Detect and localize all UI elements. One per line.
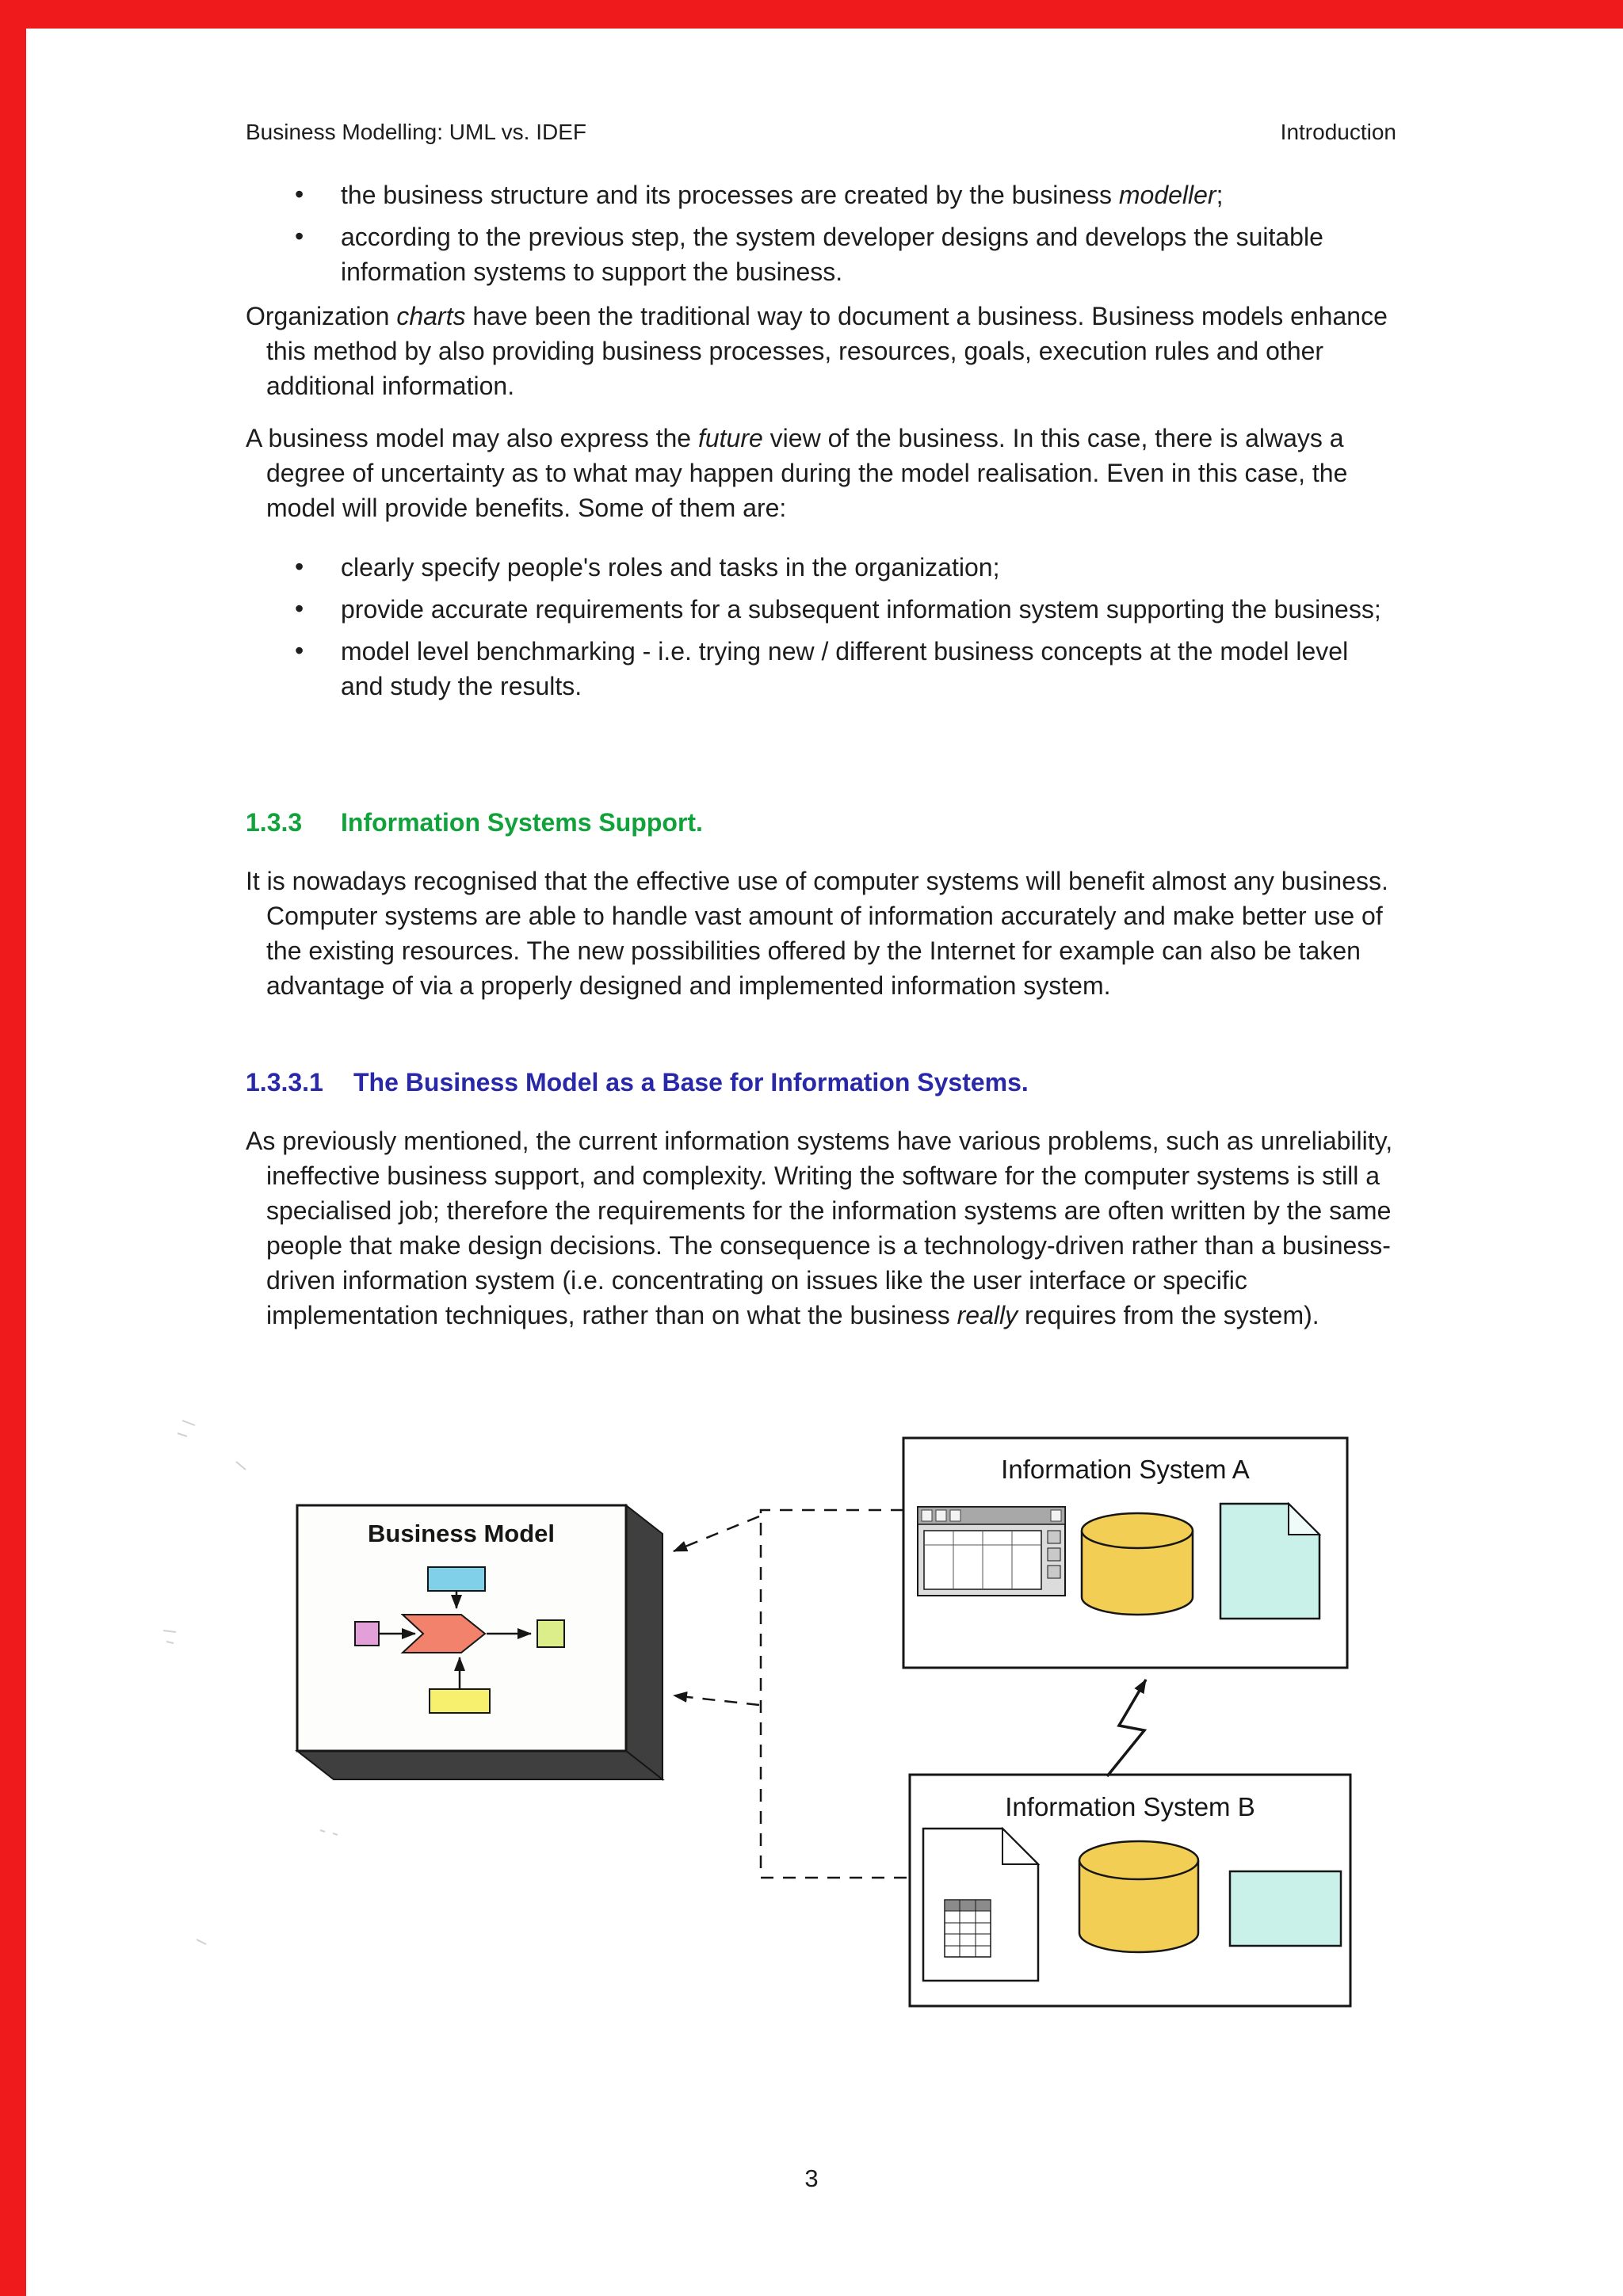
section-heading-1-3-3-1	[246, 1065, 1396, 1100]
business-model-label: Business Model	[368, 1520, 555, 1547]
bullet-icon: •	[295, 636, 304, 665]
information-system-a-box	[903, 1438, 1347, 1668]
list-item	[246, 177, 1396, 212]
application-window-icon	[918, 1507, 1065, 1596]
section-heading-1-3-3	[246, 805, 1396, 840]
intro-bullet-list	[246, 177, 1396, 296]
paragraph-organization-charts	[246, 299, 1396, 403]
running-title: Business Modelling: UML vs. IDEF	[246, 120, 586, 144]
bullet-icon: •	[295, 552, 304, 581]
italic-text-run: future	[697, 424, 763, 452]
paragraph-future-view	[246, 421, 1396, 525]
document-icon	[1220, 1504, 1319, 1619]
zigzag-arrow-icon	[1107, 1680, 1146, 1776]
list-item	[246, 550, 1396, 585]
paragraph-business-model-base	[246, 1123, 1396, 1333]
italic-text-run: modeller	[1118, 181, 1216, 209]
list-item	[246, 592, 1396, 627]
text-run: requires from the system).	[1018, 1301, 1319, 1329]
document-with-table-icon	[923, 1829, 1038, 1981]
text-run: the business structure and its processes are created by the business	[341, 181, 1119, 209]
dashed-arrow-to-box-bottom	[674, 1695, 759, 1705]
section-title: The Business Model as a Base for Information Systems.	[353, 1068, 1029, 1097]
italic-text-run: really	[957, 1301, 1018, 1329]
scan-edge-top-bar	[0, 0, 1623, 29]
dashed-connector-path	[761, 1510, 910, 1878]
bullet-icon: •	[295, 222, 304, 250]
dashed-connectors	[674, 1510, 910, 1878]
information-system-b-box	[910, 1775, 1350, 2006]
process-output-shape	[537, 1620, 564, 1647]
bullet-icon: •	[295, 180, 304, 208]
text-run: according to the previous step, the system developer designs and develops the suitable information systems to support the business.	[341, 223, 1323, 286]
dashed-arrow-to-box-top	[674, 1516, 759, 1551]
figure-business-model-information-systems	[0, 1394, 1623, 2036]
system-a-label: Information System A	[1001, 1455, 1250, 1484]
italic-text-run: charts	[396, 302, 466, 330]
bullet-icon: •	[295, 594, 304, 623]
list-item	[246, 634, 1396, 704]
text-run: ;	[1216, 181, 1224, 209]
box-bottom-face	[297, 1751, 663, 1779]
database-icon	[1079, 1841, 1198, 1952]
text-run: clearly specify people's roles and tasks in the organization;	[341, 553, 1000, 582]
list-item	[246, 219, 1396, 289]
chapter-label: Introduction	[1280, 120, 1396, 144]
text-run: A business model may also express the	[246, 424, 698, 452]
business-model-box	[297, 1505, 663, 1779]
system-b-label: Information System B	[1005, 1792, 1255, 1821]
text-run: model level benchmarking - i.e. trying new / different business concepts at the model level and study the results.	[341, 637, 1349, 700]
benefit-bullet-list	[246, 550, 1396, 711]
text-run: Organization	[246, 302, 397, 330]
component-panel-shape	[1230, 1871, 1341, 1946]
table-grid	[945, 1900, 991, 1957]
page-header	[246, 119, 1396, 146]
database-icon	[1082, 1513, 1193, 1615]
text-run: view of the business. In this case, there is always a degree of uncertainty as to what may happen during the model realisation. Even in this case, the model will provide benefits. Some of them are:	[266, 424, 1348, 522]
process-input-left-shape	[355, 1622, 379, 1646]
section-number: 1.3.3	[246, 808, 303, 837]
section-title: Information Systems Support.	[341, 808, 703, 837]
text-run: provide accurate requirements for a subsequent information system supporting the business;	[341, 595, 1381, 624]
section-number: 1.3.3.1	[246, 1068, 323, 1097]
text-run: As previously mentioned, the current information systems have various problems, such as unreliability, ineffective business support, and complexity. Writing the software for the computer systems is still a specialised job; therefore the requirements for the information systems are often written by the same people that make design decisions. The consequence is a technology-driven rather than a business-driven information system (i.e. concentrating on issues like the user interface or specific implementation techniques, rather than on what the business	[246, 1127, 1393, 1329]
box-side-face	[626, 1505, 663, 1779]
paragraph-information-systems: It is nowadays recognised that the effective use of computer systems will benefit almost any business. Computer systems are able to handle vast amount of information accurately and make better use of the existing resources. The new possibilities offered by the Internet for example can also be taken advantage of via a properly designed and implemented information system.	[246, 867, 1388, 1000]
page-number: 3	[804, 2164, 819, 2192]
process-resource-shape	[430, 1689, 490, 1713]
process-input-top-shape	[428, 1567, 485, 1591]
text-run: have been the traditional way to document a business. Business models enhance this method by also providing business processes, resources, goals, execution rules and other additional information.	[266, 302, 1388, 400]
